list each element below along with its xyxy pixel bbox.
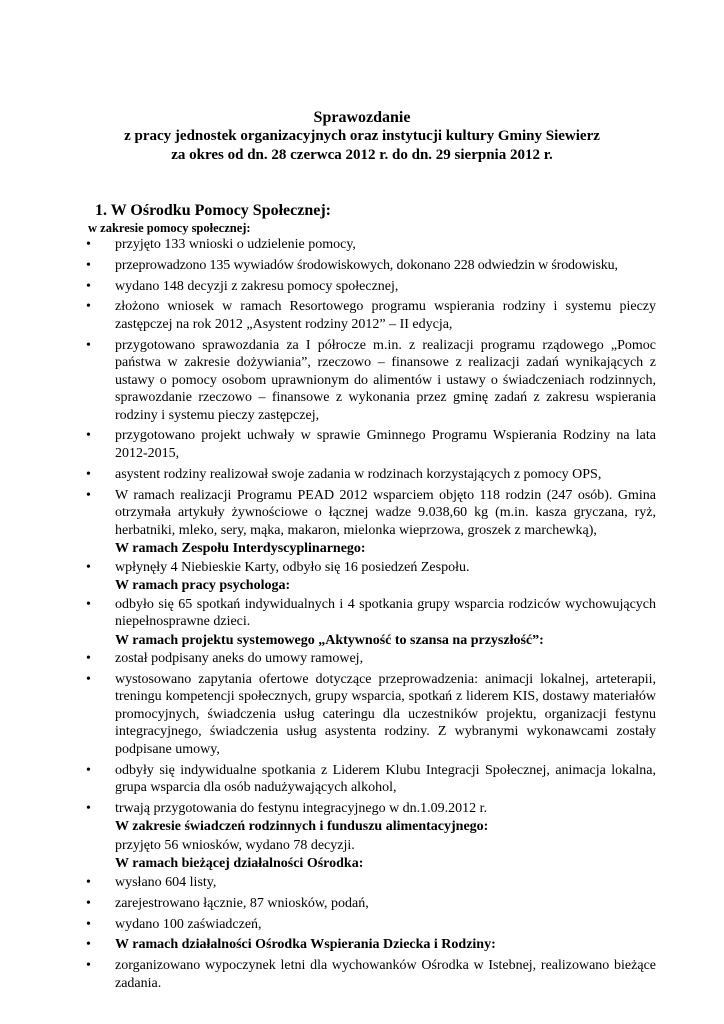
subsection-heading-zespol: W ramach Zespołu Interdyscyplinarnego: xyxy=(115,541,366,557)
list-item: • wystosowano zapytania ofertowe dotyczące przeprowadzenia: animacji lokalnej, arteterapii, treningu kompetencji społecznych, grupy wsparcia, spotkań z liderem KIS, dostawy materiałów promocyjnych, świadczenia usług cateringu dla uczestników projektu, organizacji festynu integracyjnego, świadczenia usług asystenta rodziny. Z wybranymi wykonawcami zostały podpisane umowy, xyxy=(86,671,656,757)
list-item: • W ramach realizacji Programu PEAD 2012 wsparciem objęto 118 rodzin (247 osób). Gmina otrzymała artykuły żywnościowe o łącznej wadze 9.038,60 kg (m.in. kasza gryczana, ryż, herbatniki, mleko, sery, mąka, makaron, mielonka wieprzowa, groszek z marchewką), xyxy=(86,487,656,538)
swiadczenia-text: przyjęto 56 wniosków, wydano 78 decyzji. xyxy=(115,837,355,853)
bullet-icon: • xyxy=(86,559,91,575)
list-item: • asystent rodziny realizował swoje zadania w rodzinach korzystających z pomocy OPS, xyxy=(86,466,602,482)
list-item-owdir-heading: • W ramach działalności Ośrodka Wspierania Dziecka i Rodziny: xyxy=(86,937,496,953)
bullet-icon: • xyxy=(86,466,91,482)
bullet-icon: • xyxy=(86,651,91,667)
list-item: • zorganizowano wypoczynek letni dla wychowanków Ośrodka w Istebnej, realizowano bieżące zadania. xyxy=(86,958,656,991)
bullet-icon: • xyxy=(86,937,91,953)
bullet-icon: • xyxy=(86,958,91,974)
bullet-icon: • xyxy=(86,596,91,612)
bullet-icon: • xyxy=(86,762,91,778)
bullet-icon: • xyxy=(86,874,91,890)
list-item: • przygotowano sprawozdania za I półrocze m.in. z realizacji programu rządowego „Pomoc państwa w zakresie dożywiania”, rzeczowo – finansowe z realizacji zadań wynikających z ustawy o pomocy osobom uprawnionym do alimentów i ustawy o świadczeniach rodzinnych, sprawozdanie rzeczowo – finansowe z wykonania przez gminę zadań z zakresu wspierania rodziny i systemu pieczy zastępczej, xyxy=(86,337,656,423)
subsection-heading-swiadczenia: W zakresie świadczeń rodzinnych i funduszu alimentacyjnego: xyxy=(115,819,489,835)
list-item: • zarejestrowano łącznie, 87 wniosków, podań, xyxy=(86,895,369,911)
bullet-icon: • xyxy=(86,671,91,687)
bullet-icon: • xyxy=(86,237,91,252)
bullet-icon: • xyxy=(86,895,91,911)
list-item: • złożono wniosek w ramach Resortowego programu wspierania rodziny i systemu pieczy zastępczej na rok 2012 „Asystent rodziny 2012” – II edycja, xyxy=(86,299,656,332)
document-title: Sprawozdanie xyxy=(313,109,411,126)
list-item: • wysłano 604 listy, xyxy=(86,874,217,890)
bullet-icon: • xyxy=(86,299,91,315)
bullet-icon: • xyxy=(86,800,91,816)
subsection-heading-biezaca: W ramach bieżącej działalności Ośrodka: xyxy=(115,856,364,872)
bullet-icon: • xyxy=(86,278,91,294)
list-item: • wydano 100 zaświadczeń, xyxy=(86,916,262,932)
list-item: • przygotowano projekt uchwały w sprawie Gminnego Programu Wspierania Rodziny na lata 2012-2015, xyxy=(86,428,656,461)
report-list xyxy=(86,236,656,995)
list-item: • został podpisany aneks do umowy ramowej, xyxy=(86,651,364,667)
section-subheading: w zakresie pomocy społecznej: xyxy=(88,221,251,235)
bullet-icon: • xyxy=(86,257,91,273)
bullet-icon: • xyxy=(86,487,91,503)
list-item: • przeprowadzono 135 wywiadów środowiskowych, dokonano 228 odwiedzin w środowisku, xyxy=(86,257,618,273)
subsection-heading-psycholog: W ramach pracy psychologa: xyxy=(115,578,291,594)
bullet-icon: • xyxy=(86,428,91,444)
list-item: • odbyły się indywidualne spotkania z Liderem Klubu Integracji Społecznej, animacja lokalna, grupa wsparcia dla osób nadużywających alkohol, xyxy=(86,762,656,796)
subsection-heading-projekt: W ramach projektu systemowego „Aktywność to szansa na przyszłość”: xyxy=(115,632,544,648)
section-heading: 1. W Ośrodku Pomocy Społecznej: xyxy=(95,202,332,219)
list-item: • wpłynęły 4 Niebieskie Karty, odbyło się 16 posiedzeń Zespołu. xyxy=(86,559,470,575)
list-item: • trwają przygotowania do festynu integracyjnego w dn.1.09.2012 r. xyxy=(86,800,488,816)
document-subtitle-line1: z pracy jednostek organizacyjnych oraz instytucji kultury Gminy Siewierz xyxy=(124,128,600,144)
bullet-icon: • xyxy=(86,916,91,932)
bullet-icon: • xyxy=(86,337,91,353)
document-subtitle-line2: za okres od dn. 28 czerwca 2012 r. do dn. 29 sierpnia 2012 r. xyxy=(171,147,553,163)
list-item: • przyjęto 133 wnioski o udzielenie pomocy, xyxy=(86,237,356,252)
list-item: • odbyło się 65 spotkań indywidualnych i 4 spotkania grupy wsparcia rodziców wychowujących niepełnosprawne dzieci. xyxy=(86,596,656,630)
list-item: • wydano 148 decyzji z zakresu pomocy społecznej, xyxy=(86,278,399,294)
